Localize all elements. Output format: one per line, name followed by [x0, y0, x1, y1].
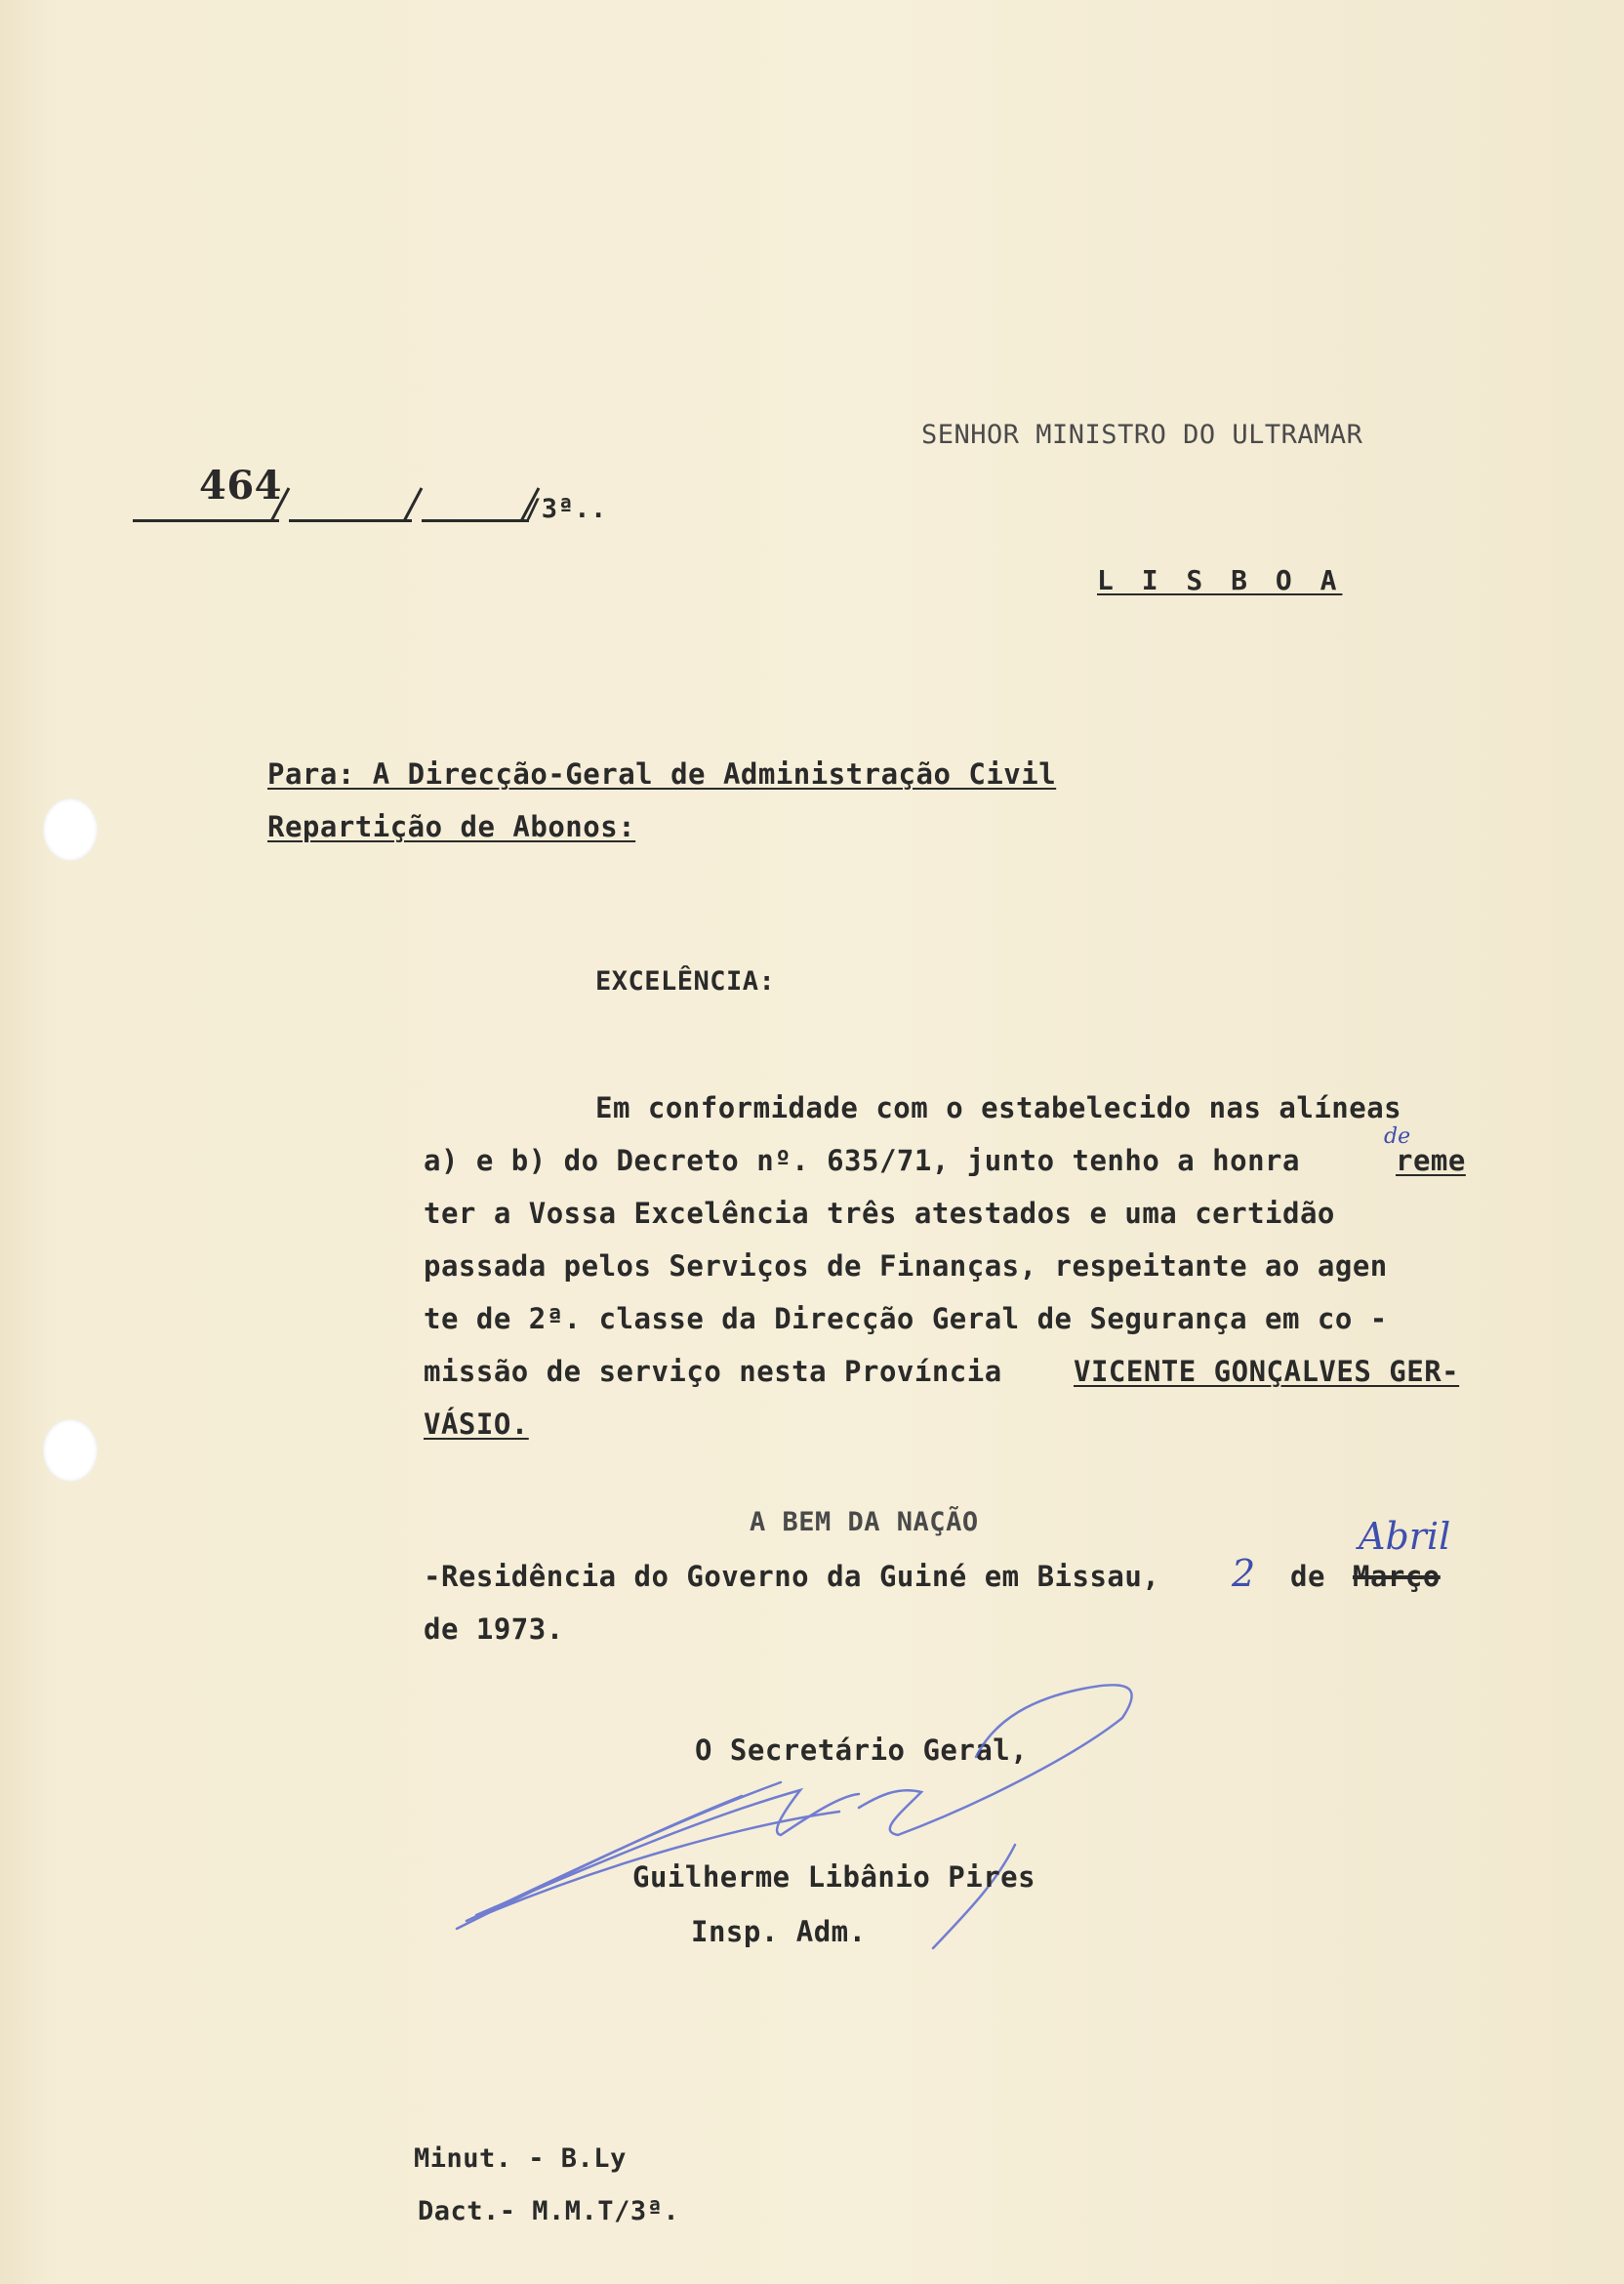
handwritten-insert-de: de: [1384, 1124, 1411, 1149]
motto: A BEM DA NAÇÃO: [750, 1507, 979, 1537]
reference-number: 464: [199, 463, 282, 509]
place-line: -Residência do Governo da Guiné em Bissau,: [424, 1560, 1160, 1593]
handwritten-month: Abril: [1359, 1515, 1451, 1558]
reference-suffix: /3ª..: [525, 494, 607, 524]
body-line-2: a) e b) do Decreto nº. 635/71, junto tenho a honra: [424, 1144, 1300, 1177]
body-line-5: te de 2ª. classe da Direcção Geral de Segurança em co -: [424, 1302, 1388, 1335]
footer-minut: Minut. - B.Ly: [414, 2143, 627, 2174]
body-line-3: ter a Vossa Excelência três atestados e uma certidão: [424, 1197, 1335, 1230]
body-line-1: Em conformidade com o estabelecido nas alíneas: [595, 1091, 1402, 1124]
struck-month: Março: [1353, 1560, 1441, 1593]
date-de: de: [1290, 1560, 1325, 1593]
city: L I S B O A: [1097, 564, 1343, 596]
signatory-name: Guilherme Libânio Pires: [632, 1860, 1036, 1894]
person-name-part-1: VICENTE GONÇALVES GER-: [1074, 1355, 1460, 1388]
footer-dact: Dact.- M.M.T/3ª.: [418, 2196, 680, 2226]
salutation: EXCELÊNCIA:: [595, 966, 776, 997]
body-line-7: VÁSIO.: [424, 1407, 529, 1441]
body-line-2-tail: reme: [1396, 1144, 1466, 1177]
signatory-role: O Secretário Geral,: [695, 1733, 1029, 1767]
recipient-line-1: Para: A Direcção-Geral de Administração Civil: [267, 757, 1057, 791]
addressee: SENHOR MINISTRO DO ULTRAMAR: [921, 420, 1363, 450]
handwritten-day: 2: [1232, 1552, 1256, 1595]
recipient-line-2: Repartição de Abonos:: [267, 810, 636, 843]
body-line-6: missão de serviço nesta Província: [424, 1355, 1002, 1388]
signatory-title: Insp. Adm.: [691, 1915, 867, 1948]
body-line-4: passada pelos Serviços de Finanças, respeitante ao agen: [424, 1249, 1388, 1283]
year-line: de 1973.: [424, 1612, 564, 1646]
